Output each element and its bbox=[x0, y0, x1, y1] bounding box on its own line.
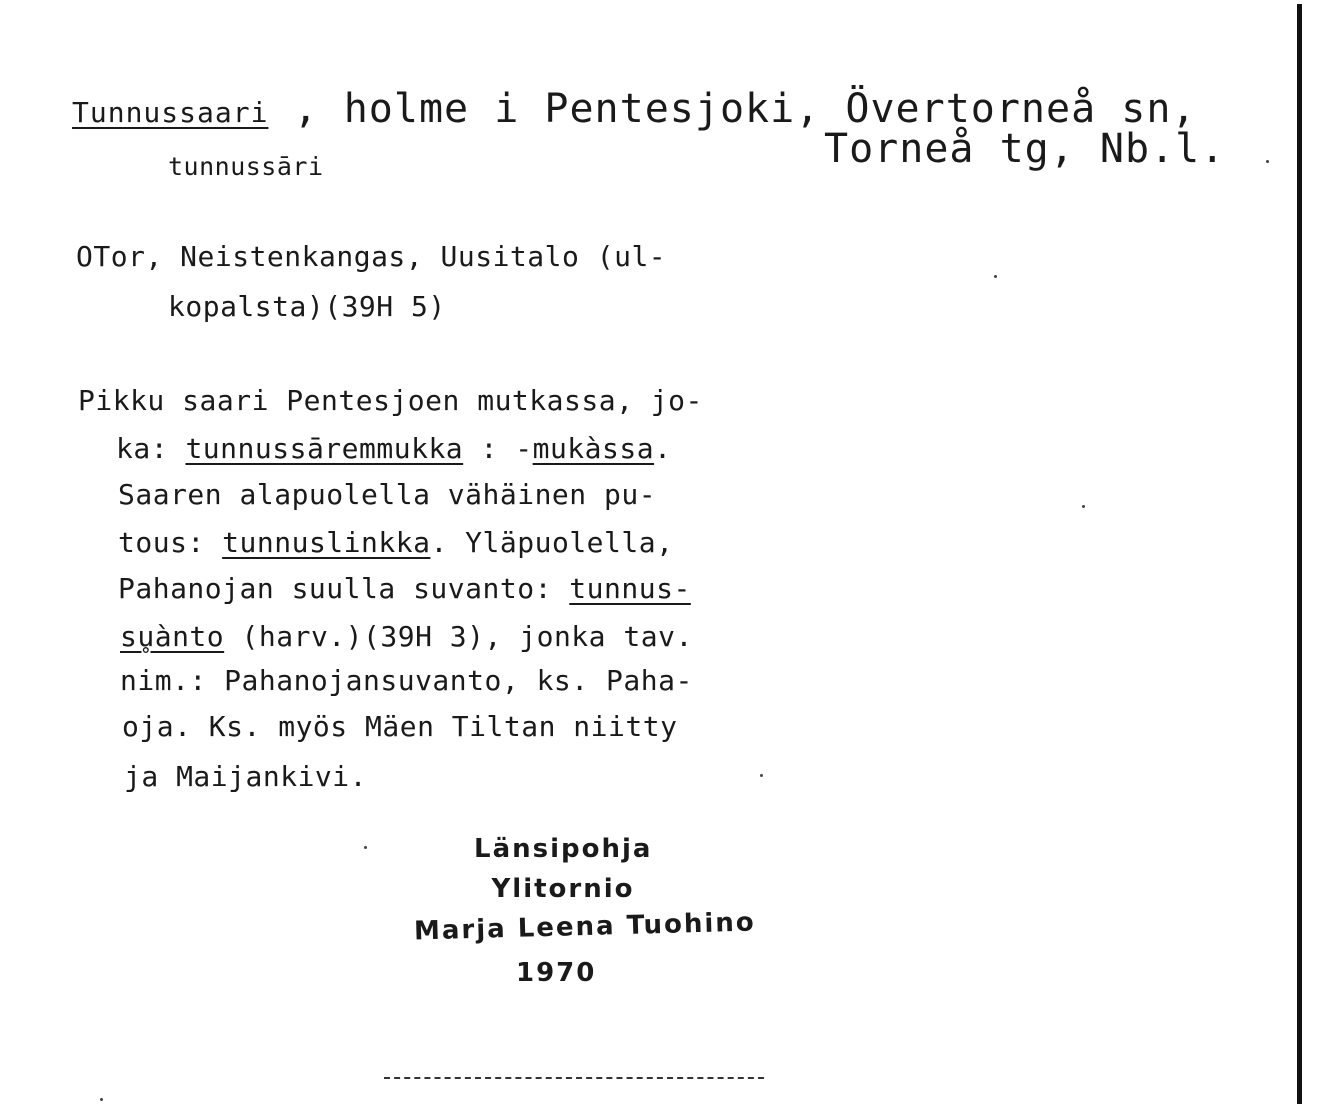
body-line-2: ka: tunnussāremmukka : -mukàssa. bbox=[116, 432, 672, 465]
scan-speck bbox=[760, 774, 763, 777]
source-line-2: kopalsta)(39H 5) bbox=[168, 290, 446, 323]
underlined-term: mukàssa bbox=[532, 432, 655, 465]
scan-speck bbox=[1266, 160, 1269, 163]
scan-speck bbox=[994, 275, 997, 278]
stamp-collector: Marja Leena Tuohino bbox=[413, 907, 757, 947]
scan-speck bbox=[1082, 505, 1085, 508]
header-description: holme i Pentesjoki, Övertorneå sn, bbox=[343, 86, 1197, 132]
body-line-8: oja. Ks. myös Mäen Tiltan niitty bbox=[122, 710, 678, 743]
underlined-term: su̥ànto bbox=[120, 620, 225, 653]
body-line-5: Pahanojan suulla suvanto: tunnus- bbox=[118, 572, 691, 605]
body-line-3: Saaren alapuolella vähäinen pu- bbox=[118, 478, 657, 511]
stamp-year: 1970 bbox=[516, 958, 597, 988]
stamp-region: Länsipohja bbox=[474, 834, 653, 864]
body-line-7: nim.: Pahanojansuvanto, ks. Paha- bbox=[120, 664, 693, 697]
body-line-1: Pikku saari Pentesjoen mutkassa, jo- bbox=[78, 384, 703, 417]
bottom-dashed-line bbox=[384, 1077, 764, 1079]
body-line-6: su̥ànto (harv.)(39H 3), jonka tav. bbox=[120, 620, 693, 653]
source-line-1: OTor, Neistenkangas, Uusitalo (ul- bbox=[76, 240, 667, 273]
card-edge-line bbox=[1297, 4, 1302, 1104]
stamp-parish: Ylitornio bbox=[491, 874, 635, 904]
underlined-term: tunnuslinkka bbox=[222, 526, 431, 559]
headword-comma: , bbox=[293, 86, 319, 132]
underlined-term: tunnussāremmukka bbox=[185, 432, 464, 465]
headword: Tunnussaari bbox=[72, 96, 269, 129]
body-line-9: ja Maijankivi. bbox=[124, 760, 368, 793]
scan-speck bbox=[364, 846, 367, 849]
header-line-2: Torneå tg, Nb.l. bbox=[824, 126, 1226, 172]
pronunciation: tunnussāri bbox=[168, 152, 324, 181]
body-line-4: tous: tunnuslinkka. Yläpuolella, bbox=[118, 526, 674, 559]
underlined-term: tunnus- bbox=[569, 572, 691, 605]
scan-speck bbox=[100, 1098, 103, 1101]
